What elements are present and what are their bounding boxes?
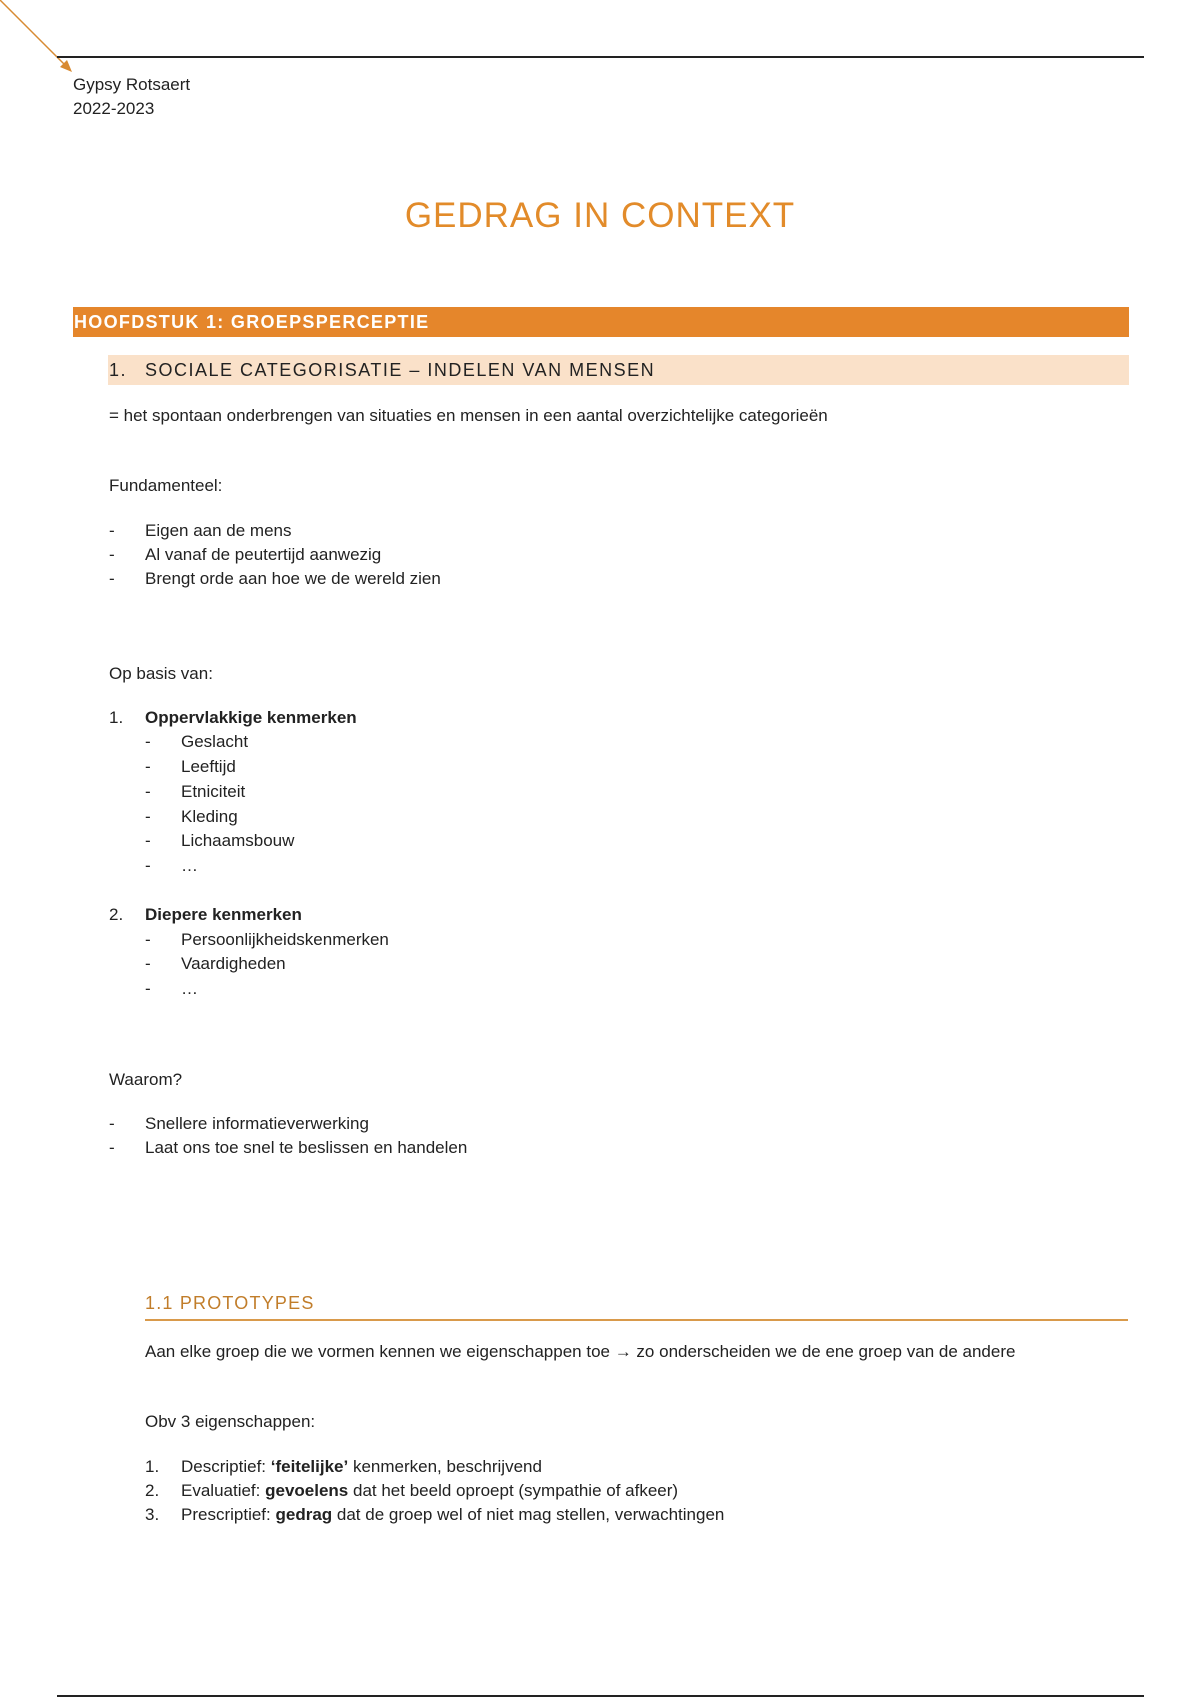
document-title: GEDRAG IN CONTEXT [404,196,796,235]
property-description: kenmerken, beschrijvend [348,1457,542,1476]
list-item: Al vanaf de peutertijd aanwezig [145,545,382,564]
list-item: Snellere informatieverwerking [145,1114,369,1133]
list-bullet: - [145,856,151,875]
basis-heading: Op basis van: [109,664,213,683]
property-label: Prescriptief: [181,1505,276,1524]
property-item [181,1503,724,1527]
list-bullet: - [145,930,151,949]
property-emphasis: gedrag [275,1505,333,1524]
definition-text: = het spontaan onderbrengen van situaties en mensen in een aantal overzichtelijke categorieën [109,406,828,425]
subsection-rule [145,1319,1128,1321]
prototypes-intro: Aan elke groep die we vormen kennen we eigenschappen toe → zo onderscheiden we de ene groep van de andere [145,1342,1016,1361]
list-item: … [181,856,198,875]
list-item: … [181,979,198,998]
author-name: Gypsy Rotsaert [73,75,191,94]
property-item [181,1479,678,1503]
list-bullet: - [145,732,151,751]
numbered-item-number: 2. [109,905,124,924]
list-item: Vaardigheden [181,954,286,973]
basis-group-heading: Diepere kenmerken [145,905,302,924]
list-item: Eigen aan de mens [145,521,292,540]
list-item: Etniciteit [181,782,246,801]
property-description: dat het beeld oproept (sympathie of afkeer) [348,1481,679,1500]
list-item: Kleding [181,807,238,826]
list-bullet: - [145,757,151,776]
property-emphasis: gevoelens [265,1481,349,1500]
list-bullet: - [109,569,115,588]
academic-year: 2022-2023 [73,99,155,118]
chapter-heading: HOOFDSTUK 1: GROEPSPERCEPTIE [74,312,430,332]
footer-rule [57,1695,1144,1697]
basis-group-heading: Oppervlakkige kenmerken [145,708,357,727]
properties-heading: Obv 3 eigenschappen: [145,1412,316,1431]
numbered-item-number: 1. [145,1457,160,1476]
list-bullet: - [109,545,115,564]
numbered-item-number: 2. [145,1481,160,1500]
list-item: Leeftijd [181,757,236,776]
list-bullet: - [109,1114,115,1133]
list-item: Persoonlijkheidskenmerken [181,930,389,949]
property-description: dat de groep wel of niet mag stellen, verwachtingen [332,1505,725,1524]
why-heading: Waarom? [109,1070,183,1089]
section-number: 1. [109,360,128,380]
list-bullet: - [145,782,151,801]
header-rule [57,56,1144,58]
property-label: Evaluatief: [181,1481,266,1500]
property-label: Descriptief: [181,1457,271,1476]
list-bullet: - [109,521,115,540]
numbered-item-number: 3. [145,1505,160,1524]
property-item [181,1455,542,1479]
fundamental-heading: Fundamenteel: [109,476,223,495]
numbered-item-number: 1. [109,708,124,727]
list-item: Geslacht [181,732,249,751]
list-bullet: - [145,807,151,826]
section-heading: SOCIALE CATEGORISATIE – INDELEN VAN MENSEN [145,360,656,380]
list-item: Lichaamsbouw [181,831,295,850]
list-item: Brengt orde aan hoe we de wereld zien [145,569,441,588]
subsection-heading: 1.1 PROTOTYPES [145,1293,315,1313]
list-bullet: - [145,979,151,998]
list-bullet: - [109,1138,115,1157]
property-emphasis: ‘feitelijke’ [270,1457,349,1476]
list-bullet: - [145,831,151,850]
list-bullet: - [145,954,151,973]
list-item: Laat ons toe snel te beslissen en handelen [145,1138,468,1157]
